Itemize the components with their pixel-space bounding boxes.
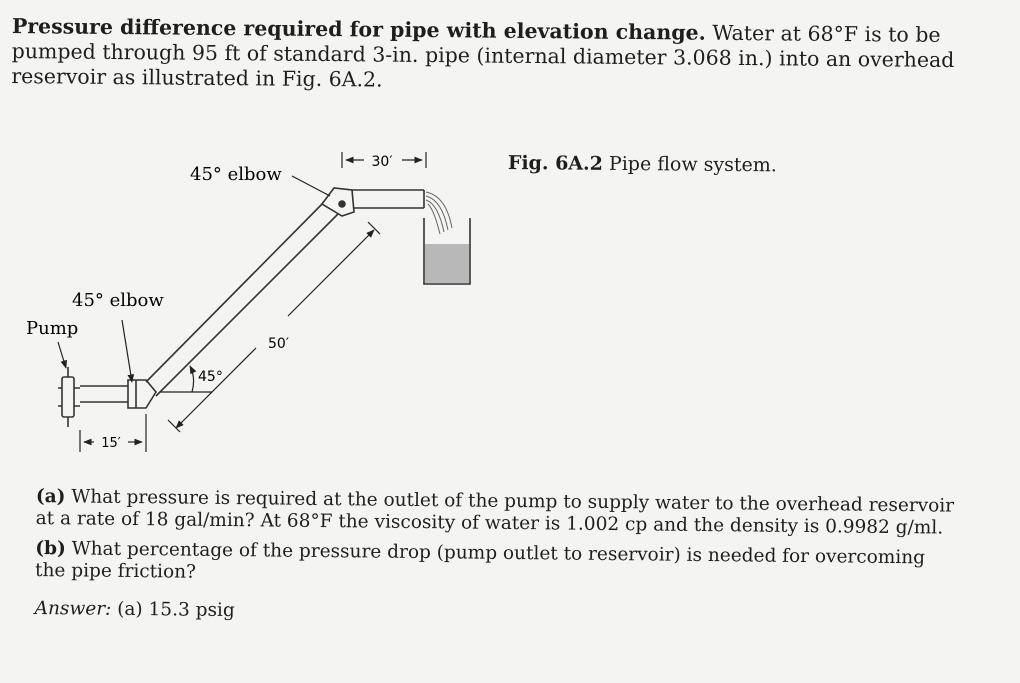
answer-line: [35, 598, 955, 630]
slanted-pipe: [146, 196, 342, 396]
horizontal-pipe-top: [352, 190, 424, 208]
dimension-30ft-label: 30′: [371, 154, 393, 170]
questions-block: [35, 486, 956, 630]
question-a-label: (a): [35, 486, 66, 508]
question-b-text: What percentage of the pressure drop (pump outlet to reservoir) is needed for overcoming the pipe friction?: [35, 538, 926, 583]
pump-symbol: [58, 367, 80, 427]
water-stream: [426, 192, 452, 234]
elbow-bottom-label: 45° elbow: [72, 290, 164, 311]
pipe-flow-figure: [0, 140, 1020, 470]
problem-statement: Water at 68°F is to be pumped through 95 ft of standard 3-in. pipe (internal diameter 3.068 in.) into an overhead reservoir as illustrated in Fig. 6A.2.: [11, 20, 955, 92]
elbow-bottom-leader: [122, 320, 132, 382]
problem-intro: [11, 14, 1007, 99]
question-a-text: What pressure is required at the outlet of the pump to supply water to the overhead reservoir at a rate of 18 gal/min? At 68°F the viscosity of water is 1.002 cp and the density is 0.9982 g/ml.: [35, 486, 955, 539]
problem-title: Pressure difference required for pipe with elevation change.: [11, 14, 706, 45]
overhead-reservoir: [424, 218, 470, 284]
question-a: [36, 486, 956, 540]
pump-label: Pump: [26, 318, 79, 339]
horizontal-pipe-bottom: [80, 386, 128, 402]
elbow-top-leader: [292, 176, 330, 196]
figure-caption-text: Pipe flow system.: [608, 152, 777, 177]
dimension-15ft-label: 15′: [101, 436, 121, 451]
question-b: [35, 538, 955, 592]
pump-leader: [58, 342, 66, 368]
figure-caption: [508, 152, 777, 176]
elbow-bottom: [128, 380, 156, 408]
elbow-top-label: 45° elbow: [190, 164, 282, 185]
angle-label: 45°: [198, 369, 223, 385]
elbow-top: [322, 188, 354, 216]
answer-text: (a) 15.3 psig: [117, 598, 235, 622]
dimension-50ft-label: 50′: [268, 336, 289, 352]
figure-caption-label: Fig. 6A.2: [507, 152, 604, 175]
answer-label: Answer:: [34, 597, 112, 620]
question-b-label: (b): [35, 537, 66, 560]
